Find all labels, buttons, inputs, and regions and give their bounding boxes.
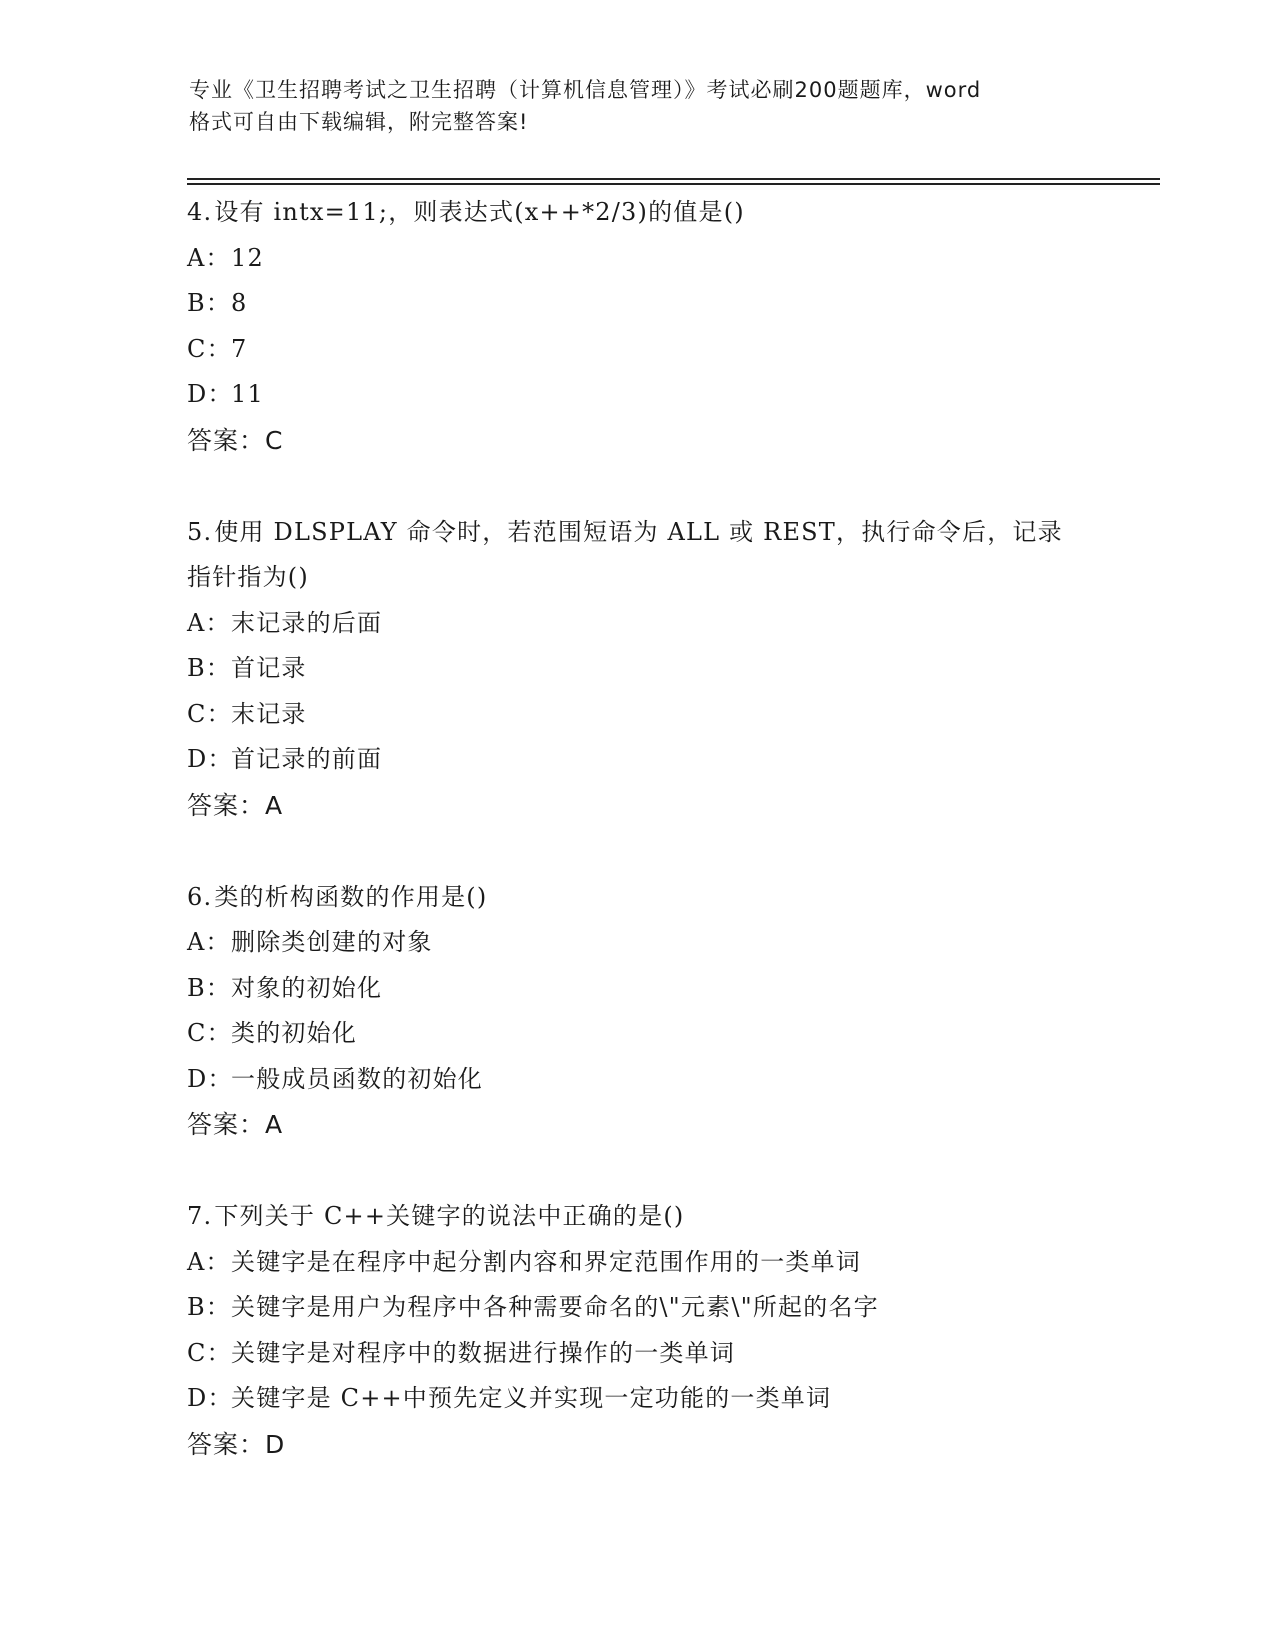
question-number: 6. [187, 882, 213, 911]
option-text: 类的初始化 [231, 1019, 357, 1047]
option-label: A： [187, 243, 231, 272]
option-text: 12 [231, 243, 264, 272]
question-7 [187, 1194, 1087, 1468]
question-4 [187, 190, 1087, 464]
answer-label: 答案： [187, 1429, 266, 1459]
question-stem: 下列关于 C++关键字的说法中正确的是() [214, 1202, 685, 1230]
option-label: C： [187, 1019, 232, 1047]
option-text: 一般成员函数的初始化 [231, 1064, 483, 1093]
option-text: 首记录 [231, 654, 307, 682]
option-d [187, 1057, 1087, 1103]
option-a [187, 920, 1087, 966]
option-text: 关键字是在程序中起分割内容和界定范围作用的一类单词 [231, 1247, 861, 1276]
answer-label: 答案： [187, 425, 266, 455]
option-c [187, 692, 1087, 738]
option-text: 末记录 [231, 699, 307, 728]
option-c [187, 1331, 1087, 1377]
answer-label: 答案： [187, 1110, 266, 1139]
option-text: 11 [231, 380, 264, 408]
option-text: 关键字是对程序中的数据进行操作的一类单词 [231, 1338, 735, 1367]
option-label: D： [187, 745, 233, 773]
answer-line [187, 783, 1087, 829]
question-list [187, 190, 1087, 1514]
answer-line [187, 1102, 1087, 1148]
option-label: C： [187, 334, 232, 363]
option-text: 关键字是用户为程序中各种需要命名的\"元素\"所起的名字 [231, 1293, 879, 1321]
option-text: 末记录的后面 [231, 608, 383, 637]
question-number: 4. [187, 198, 213, 226]
question-6 [187, 875, 1087, 1149]
answer-value: A [265, 790, 284, 820]
question-text [187, 1194, 1087, 1240]
option-b [187, 1285, 1087, 1331]
option-a [187, 236, 1087, 282]
option-b [187, 966, 1087, 1012]
option-text: 首记录的前面 [231, 745, 383, 773]
question-number: 5. [187, 517, 213, 546]
question-text [187, 190, 1087, 236]
answer-line [187, 418, 1087, 464]
question-5 [187, 510, 1087, 829]
question-number: 7. [187, 1202, 213, 1230]
option-label: C： [187, 1338, 232, 1367]
option-text: 8 [231, 289, 248, 317]
option-label: D： [187, 1064, 233, 1093]
option-label: C： [187, 699, 232, 728]
header-line-1: 专业《卫生招聘考试之卫生招聘（计算机信息管理）》考试必刷200题题库，word [189, 78, 982, 102]
option-label: B： [187, 973, 232, 1002]
header-line-2: 格式可自由下载编辑，附完整答案! [189, 110, 529, 134]
option-label: D： [187, 380, 233, 408]
option-c [187, 1011, 1087, 1057]
document-header [189, 74, 1089, 138]
option-a [187, 1240, 1087, 1286]
question-stem: 类的析构函数的作用是() [214, 882, 488, 911]
option-text: 对象的初始化 [231, 973, 383, 1002]
answer-line [187, 1422, 1087, 1468]
option-text: 7 [231, 334, 248, 363]
answer-value: C [265, 425, 284, 455]
answer-value: A [265, 1110, 284, 1139]
option-d [187, 372, 1087, 418]
option-label: B： [187, 289, 232, 317]
option-text: 关键字是 C++中预先定义并实现一定功能的一类单词 [231, 1384, 832, 1412]
option-d [187, 1376, 1087, 1422]
option-label: B： [187, 654, 232, 682]
option-text: 删除类创建的对象 [231, 928, 433, 956]
option-c [187, 327, 1087, 373]
option-label: A： [187, 1247, 231, 1276]
option-label: B： [187, 1293, 232, 1321]
option-d [187, 737, 1087, 783]
option-b [187, 281, 1087, 327]
answer-label: 答案： [187, 790, 266, 820]
option-b [187, 646, 1087, 692]
option-label: D： [187, 1384, 233, 1412]
option-a [187, 601, 1087, 647]
question-text [187, 510, 1087, 601]
question-stem: 设有 intx=11;，则表达式(x++*2/3)的值是() [214, 198, 745, 226]
option-label: A： [187, 928, 231, 956]
question-text [187, 875, 1087, 921]
option-label: A： [187, 608, 231, 637]
header-divider-bottom [187, 183, 1160, 185]
answer-value: D [265, 1429, 286, 1459]
question-stem: 使用 DLSPLAY 命令时，若范围短语为 ALL 或 REST，执行命令后，记录指针指为() [187, 517, 1063, 591]
header-divider-top [187, 178, 1160, 180]
